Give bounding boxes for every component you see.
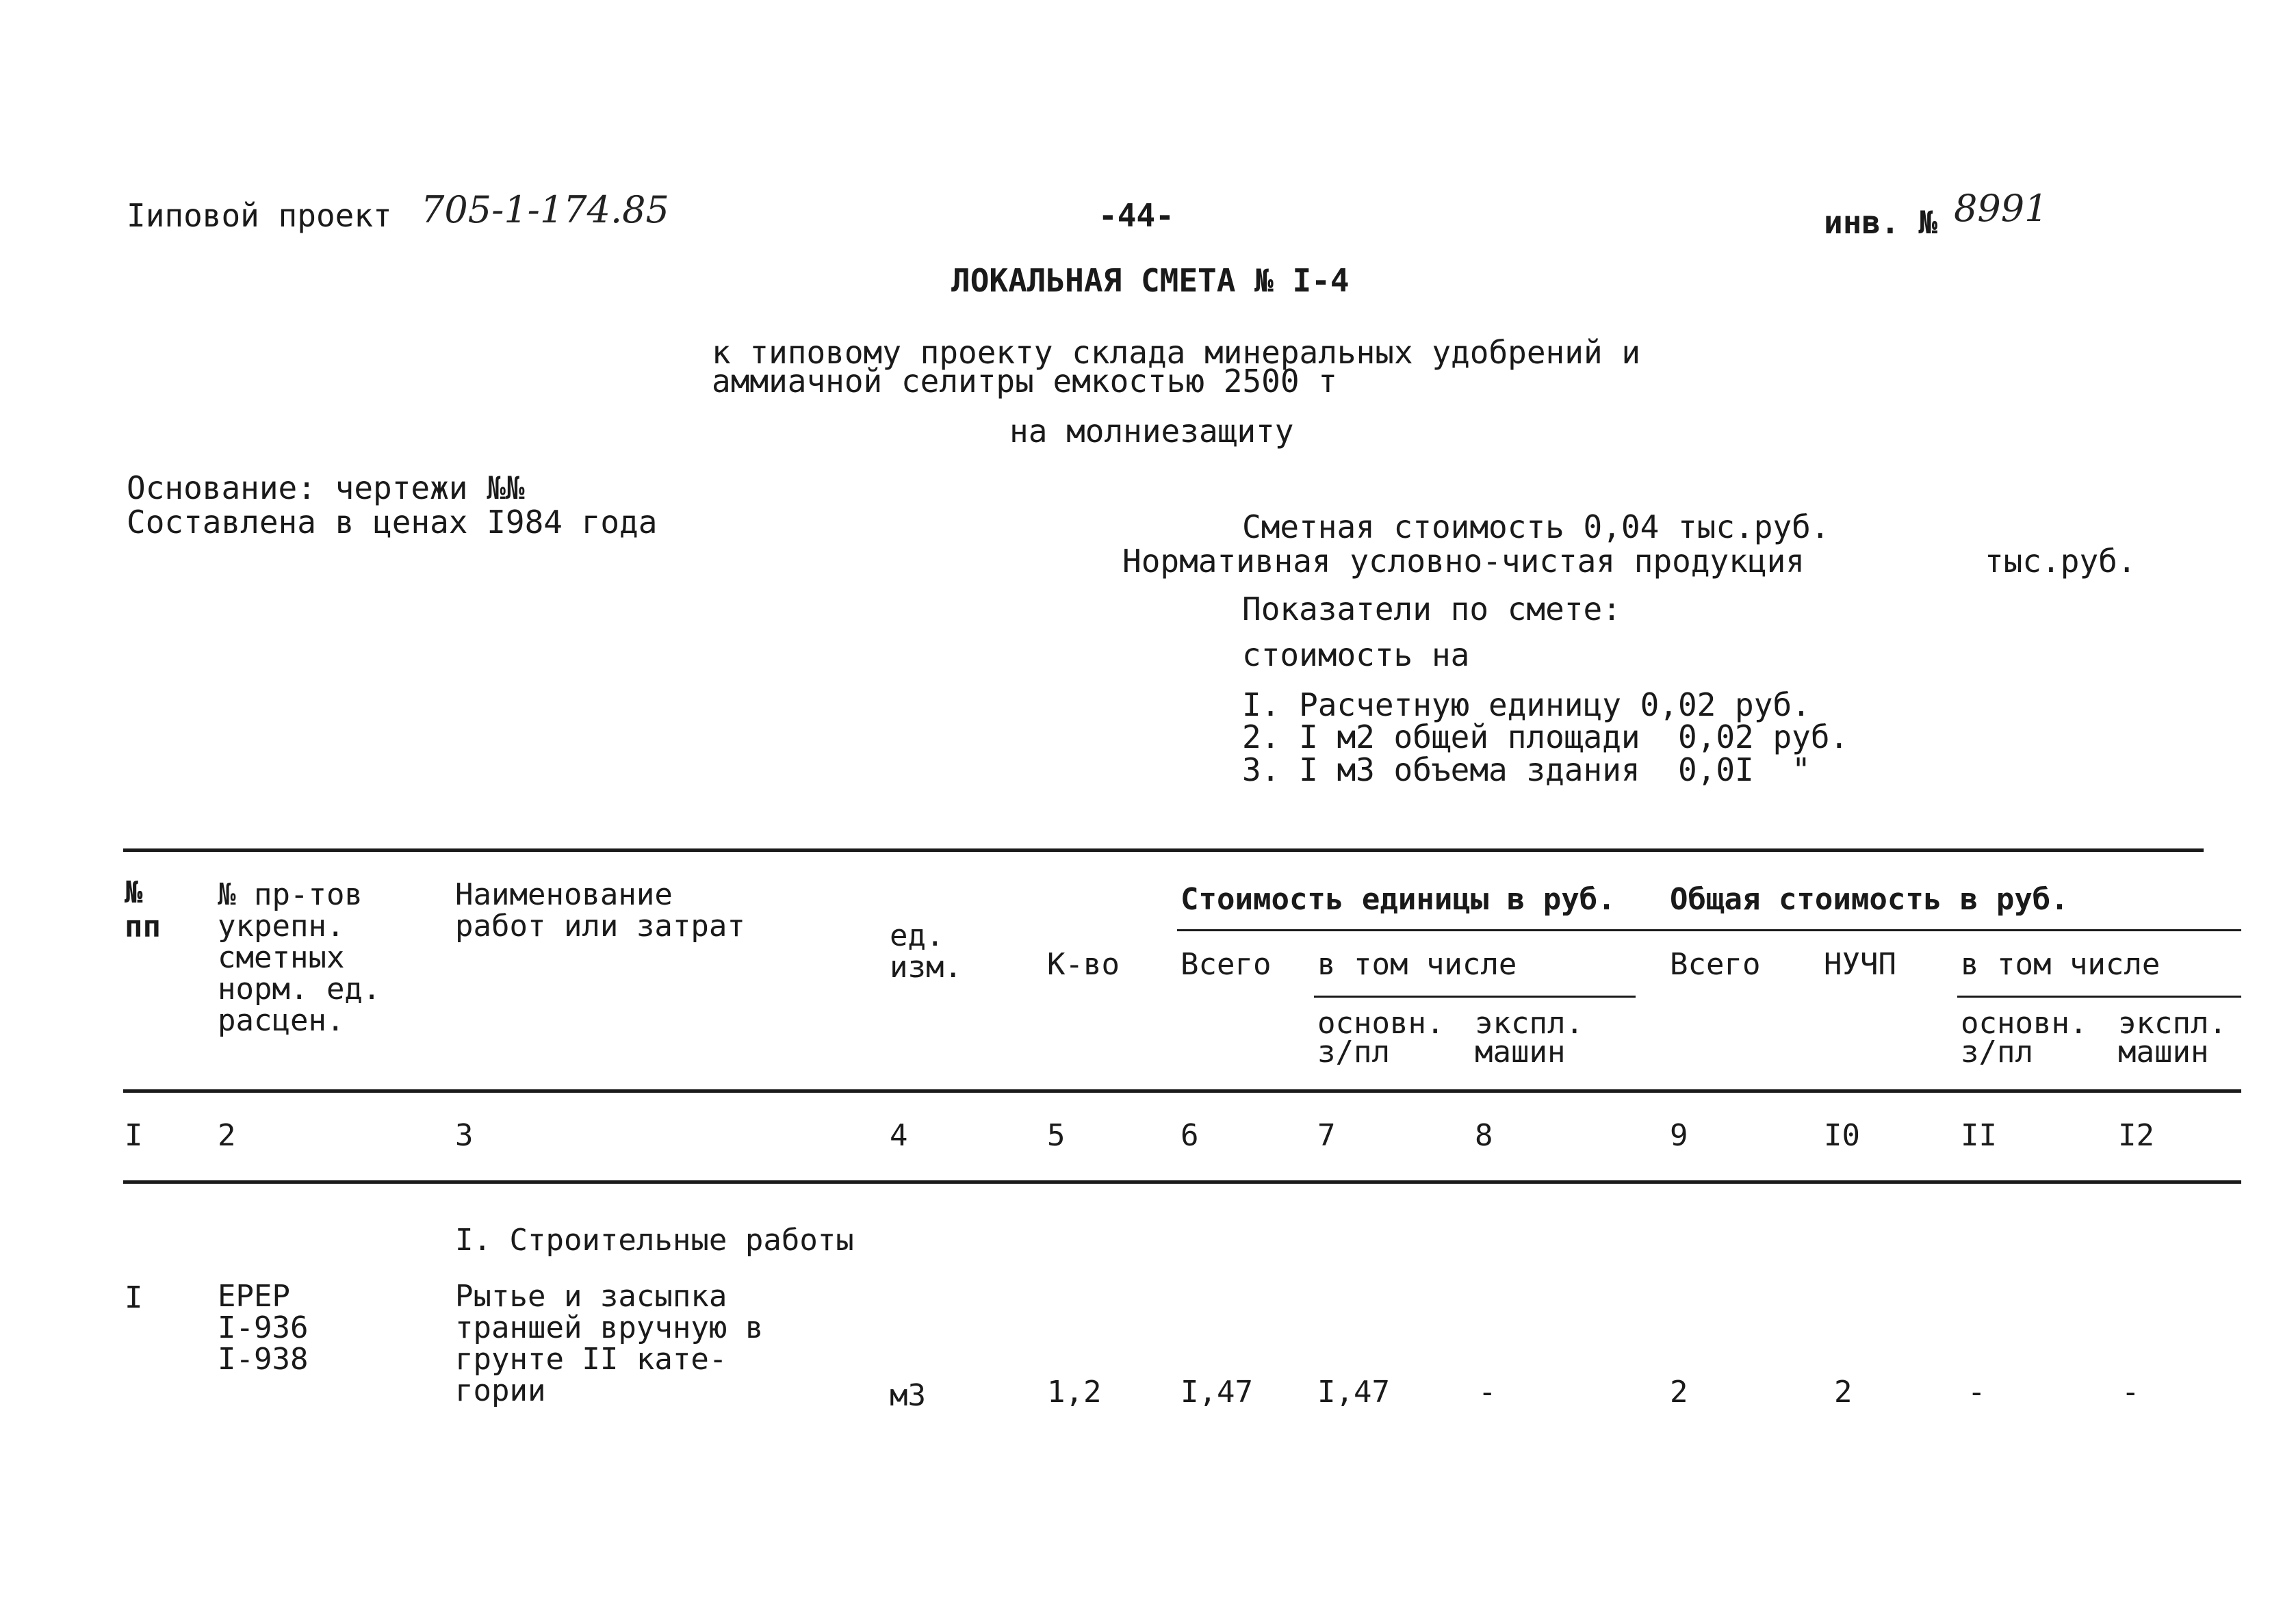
row-1-nuchp: 2 [1834, 1375, 1853, 1410]
inv-label: инв. № [1824, 204, 1938, 241]
header-col-7: основн. з/пл [1317, 1006, 1445, 1069]
title-line-1: к типовому проекту склада минеральных удобрений и [712, 334, 1641, 371]
header-col-12: экспл. машин [2118, 1006, 2227, 1069]
title-line-2: аммиачной селитры емкостью 2500 т [712, 363, 1337, 400]
row-1-total: 2 [1670, 1375, 1688, 1410]
estimated-cost: Сметная стоимость 0,04 тыс.руб. [1242, 508, 1830, 545]
normative-unit: тыс.руб. [1985, 543, 2137, 580]
col-number-8: 8 [1475, 1118, 1493, 1153]
header-unit-cost-group: Стоимость единицы в руб. [1181, 882, 1616, 917]
row-1-total-machines: - [2121, 1375, 2140, 1410]
header-col-11: основн. з/пл [1961, 1006, 2088, 1069]
row-1-num: I [125, 1280, 143, 1315]
indicator-1: I. Расчетную единицу 0,02 руб. [1242, 686, 1811, 723]
row-1-qty: 1,2 [1047, 1375, 1102, 1410]
section-title: I. Строительные работы [455, 1223, 854, 1258]
col-number-12: I2 [2118, 1118, 2154, 1153]
col-number-7: 7 [1317, 1118, 1336, 1153]
col-number-5: 5 [1047, 1118, 1066, 1153]
header-incl-total: в том числе [1961, 947, 2160, 982]
header-col-8: экспл. машин [1475, 1006, 1584, 1069]
header-incl-unit: в том числе [1317, 947, 1517, 982]
normative-product: Нормативная условно-чистая продукция [1122, 543, 1805, 580]
row-1-name: Рытье и засыпка траншей вручную в грунте II кате- гории [455, 1279, 764, 1408]
col-number-1: I [125, 1118, 143, 1153]
incl-rule-total [1957, 996, 2241, 998]
col-number-6: 6 [1181, 1118, 1199, 1153]
header-total-cost-group: Общая стоимость в руб. [1670, 882, 2069, 917]
basis-prices: Составлена в ценах I984 года [127, 504, 658, 541]
row-1-code: ЕРЕР I-936 I-938 [218, 1279, 309, 1377]
numbers-bottom-rule [123, 1180, 2241, 1184]
header-col-3: Наименование работ или затрат [455, 877, 745, 944]
title-line-3: на молниезащиту [1009, 413, 1294, 450]
col-number-4: 4 [890, 1118, 908, 1153]
incl-rule-unit [1314, 996, 1636, 998]
row-1-unit: м3 [890, 1378, 926, 1413]
cost-per-heading: стоимость на [1242, 636, 1470, 673]
basis-drawings: Основание: чертежи №№ [127, 469, 525, 506]
col-number-3: 3 [455, 1118, 474, 1153]
col-number-2: 2 [218, 1118, 236, 1153]
project-number: 705-1-174.85 [421, 188, 669, 231]
col-number-9: 9 [1670, 1118, 1688, 1153]
indicators-heading: Показатели по смете: [1242, 591, 1621, 627]
header-col-5: К-во [1047, 947, 1120, 982]
header-bottom-rule [123, 1089, 2241, 1093]
table-top-rule [123, 848, 2204, 852]
row-1-unit-machines: - [1478, 1375, 1497, 1410]
header-col-4: ед. изм. [890, 918, 962, 985]
group-rule-costs [1177, 929, 2241, 931]
header-col-9: Всего [1670, 947, 1761, 982]
page-number: -44- [1098, 197, 1174, 234]
inv-number: 8991 [1954, 187, 2048, 230]
header-col-2: № пр-тов укрепн. сметных норм. ед. расцен. [218, 877, 381, 1038]
row-1-total-wage: - [1968, 1375, 1986, 1410]
col-number-11: II [1961, 1118, 1997, 1153]
indicator-2: 2. I м2 общей площади 0,02 руб. [1242, 718, 1849, 755]
row-1-unit-total: I,47 [1181, 1375, 1253, 1410]
document-title: ЛОКАЛЬНАЯ СМЕТА № I-4 [951, 262, 1350, 299]
header-col-1: № пп [125, 875, 161, 944]
row-1-unit-wage: I,47 [1317, 1375, 1390, 1410]
header-col-6: Всего [1181, 947, 1272, 982]
col-number-10: I0 [1824, 1118, 1860, 1153]
indicator-3: 3. I м3 объема здания 0,0I " [1242, 751, 1811, 788]
project-label: Iиповой проект [127, 197, 392, 234]
header-col-10: НУЧП [1824, 947, 1896, 982]
